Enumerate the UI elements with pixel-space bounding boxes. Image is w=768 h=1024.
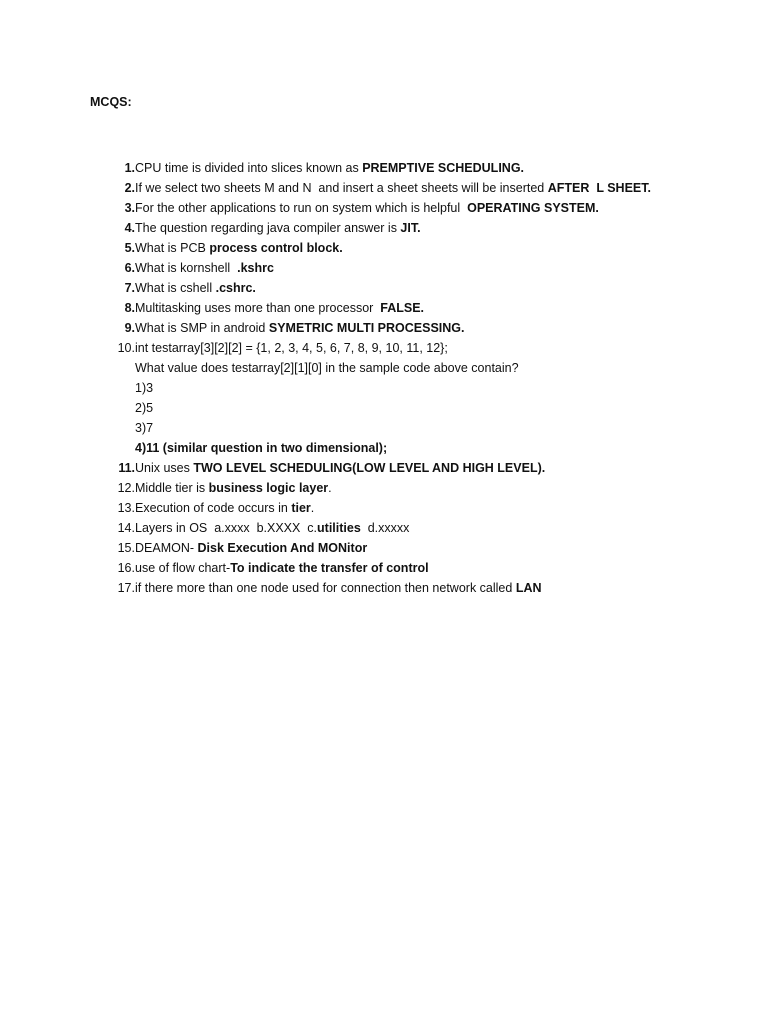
mcq-item-number: 4. xyxy=(124,221,135,235)
mcq-question-text: The question regarding java compiler answer is xyxy=(135,221,401,235)
mcq-answer-text: 4)11 (similar question in two dimensional); xyxy=(135,441,388,455)
mcq-item-number: 2. xyxy=(124,181,135,195)
mcq-item-number xyxy=(105,418,135,438)
mcq-item-number xyxy=(105,358,135,378)
mcq-item-number: 13. xyxy=(117,501,135,515)
mcq-item xyxy=(105,218,745,238)
mcq-item-number: 5. xyxy=(124,241,135,255)
mcq-item xyxy=(105,158,745,178)
mcq-item-text xyxy=(135,538,367,558)
mcq-item xyxy=(105,378,745,398)
mcq-item xyxy=(105,338,745,358)
mcq-item-text xyxy=(135,298,424,318)
mcq-item-number: 3. xyxy=(124,201,135,215)
mcq-item xyxy=(105,398,745,418)
mcq-item-text xyxy=(135,278,256,298)
mcq-item-number: 16. xyxy=(117,561,135,575)
mcq-answer-text: AFTER L SHEET. xyxy=(547,181,651,195)
mcq-answer-text: TWO LEVEL SCHEDULING(LOW LEVEL AND HIGH LEVEL). xyxy=(193,461,546,475)
mcq-item xyxy=(105,258,745,278)
mcq-item xyxy=(105,538,745,558)
mcq-question-text: . xyxy=(328,481,332,495)
mcq-item-text xyxy=(135,158,524,178)
mcq-question-text: If we select two sheets M and N and insert a sheet sheets will be inserted xyxy=(135,181,548,195)
mcq-item-text xyxy=(135,438,387,458)
mcq-question-text: What is kornshell xyxy=(135,261,238,275)
mcq-answer-text: utilities xyxy=(317,521,361,535)
mcq-answer-text: tier xyxy=(291,501,311,515)
mcq-answer-text: To indicate the transfer of control xyxy=(230,561,429,575)
mcq-item-number: 9. xyxy=(124,321,135,335)
mcq-item-text xyxy=(135,318,464,338)
mcq-question-text: Execution of code occurs in xyxy=(135,501,292,515)
mcq-item-text xyxy=(135,378,153,398)
mcq-item-number xyxy=(105,378,135,398)
mcq-question-text: Multitasking uses more than one processor xyxy=(135,301,381,315)
mcq-answer-text: PREMPTIVE SCHEDULING. xyxy=(362,161,525,175)
mcq-answer-text: JIT. xyxy=(400,221,421,235)
mcq-question-text: Unix uses xyxy=(135,461,194,475)
mcq-question-text: What value does testarray[2][1][0] in the sample code above contain? xyxy=(135,361,519,375)
mcq-item-number: 12. xyxy=(117,481,135,495)
mcq-item-number xyxy=(105,398,135,418)
mcq-question-text: For the other applications to run on system which is helpful xyxy=(135,201,468,215)
mcq-question-text: 3)7 xyxy=(135,421,154,435)
mcq-question-text: int testarray[3][2][2] = {1, 2, 3, 4, 5, 6, 7, 8, 9, 10, 11, 12}; xyxy=(135,341,448,355)
mcq-question-text: use of flow chart- xyxy=(135,561,231,575)
mcq-item-text xyxy=(135,398,153,418)
mcq-question-text: Layers in OS a.xxxx b.XXXX c. xyxy=(135,521,318,535)
mcq-item-number: 11. xyxy=(118,461,135,475)
mcq-answer-text: .kshrc xyxy=(237,261,274,275)
mcq-item-number: 8. xyxy=(124,301,135,315)
mcq-question-text: 1)3 xyxy=(135,381,154,395)
mcq-item xyxy=(105,298,745,318)
mcq-item xyxy=(105,478,745,498)
mcq-answer-text: OPERATING SYSTEM. xyxy=(467,201,599,215)
mcq-question-text: 2)5 xyxy=(135,401,154,415)
mcq-question-text: Middle tier is xyxy=(135,481,209,495)
mcq-item xyxy=(105,498,745,518)
mcq-answer-text: business logic layer xyxy=(208,481,329,495)
mcq-item-number: 1. xyxy=(124,161,135,175)
mcq-item-number: 15. xyxy=(117,541,135,555)
mcq-item xyxy=(105,178,745,198)
mcq-question-text: d.xxxxx xyxy=(360,521,410,535)
mcq-item-text xyxy=(135,238,343,258)
mcq-item-text xyxy=(135,218,421,238)
mcq-question-text: What is SMP in android xyxy=(135,321,269,335)
mcq-list xyxy=(105,158,745,598)
mcq-answer-text: LAN xyxy=(515,581,542,595)
mcq-item-text xyxy=(135,358,519,378)
mcq-item xyxy=(105,558,745,578)
mcq-answer-text: Disk Execution And MONitor xyxy=(197,541,368,555)
mcq-item-text xyxy=(135,258,274,278)
mcq-item xyxy=(105,198,745,218)
mcq-item-number xyxy=(105,438,135,458)
mcq-item-text xyxy=(135,418,153,438)
mcq-item-number: 6. xyxy=(124,261,135,275)
mcq-item-text xyxy=(135,338,448,358)
mcq-item xyxy=(105,458,745,478)
mcq-item-text xyxy=(135,478,332,498)
mcq-item-text xyxy=(135,498,314,518)
mcq-item xyxy=(105,438,745,458)
mcq-item-text xyxy=(135,578,542,598)
mcq-item xyxy=(105,578,745,598)
mcq-question-text: CPU time is divided into slices known as xyxy=(135,161,363,175)
mcq-item xyxy=(105,358,745,378)
mcq-answer-text: process control block. xyxy=(209,241,343,255)
mcq-item-number: 14. xyxy=(117,521,135,535)
mcq-item-text xyxy=(135,178,651,198)
mcq-item xyxy=(105,278,745,298)
mcq-question-text: . xyxy=(310,501,315,515)
mcq-item xyxy=(105,418,745,438)
mcq-item-text xyxy=(135,558,429,578)
mcq-item-number: 10. xyxy=(117,341,135,355)
mcq-question-text: What is cshell xyxy=(135,281,216,295)
page-title: MCQS: xyxy=(90,95,132,109)
mcq-answer-text: SYMETRIC MULTI PROCESSING. xyxy=(268,321,465,335)
mcq-item xyxy=(105,318,745,338)
mcq-item xyxy=(105,238,745,258)
mcq-answer-text: .cshrc. xyxy=(215,281,256,295)
mcq-question-text: What is PCB xyxy=(135,241,210,255)
mcq-question-text: if there more than one node used for connection then network called xyxy=(135,581,516,595)
mcq-item-number: 17. xyxy=(117,581,135,595)
mcq-item-text xyxy=(135,458,545,478)
mcq-item-text xyxy=(135,198,599,218)
mcq-item-text xyxy=(135,518,409,538)
mcq-item xyxy=(105,518,745,538)
mcq-item-number: 7. xyxy=(124,281,135,295)
mcq-answer-text: FALSE. xyxy=(380,301,425,315)
mcq-question-text: DEAMON- xyxy=(135,541,198,555)
